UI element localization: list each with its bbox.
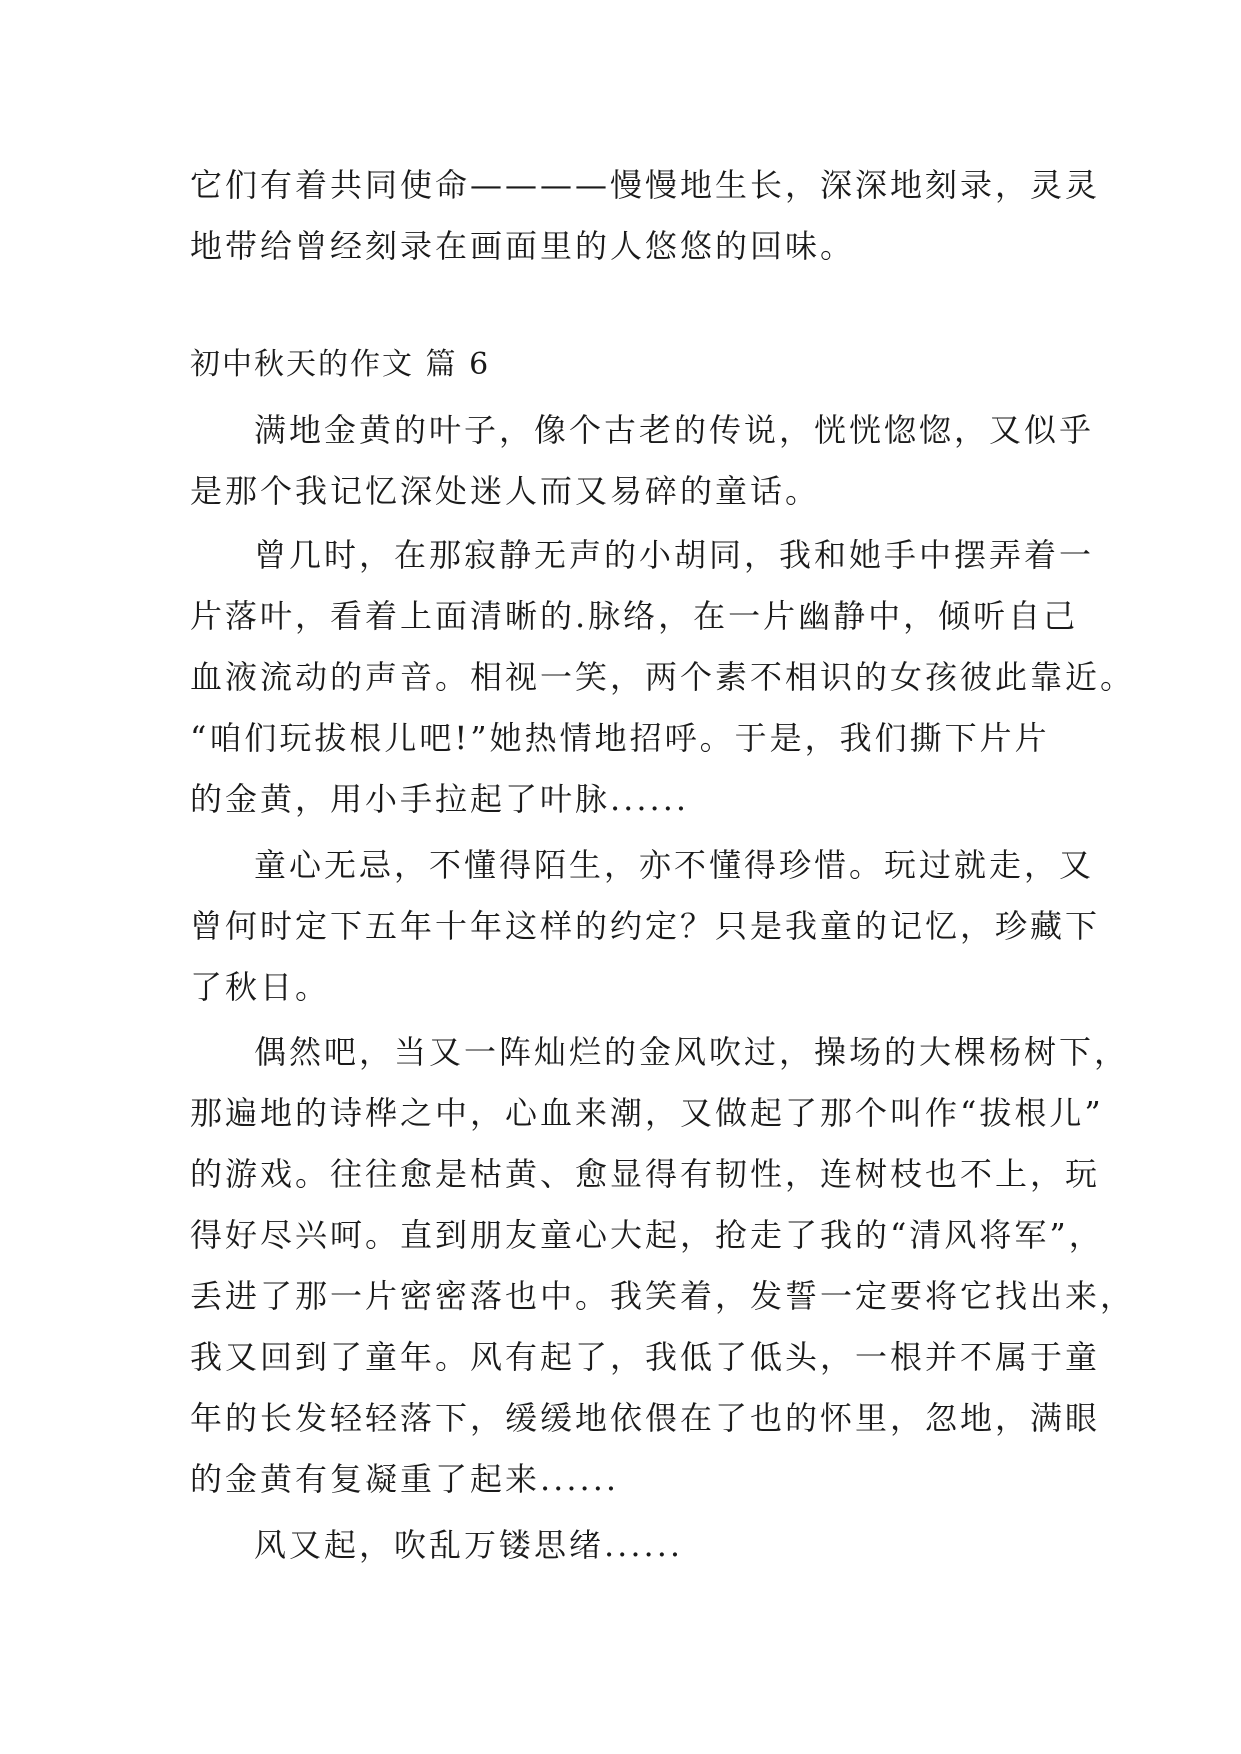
intro-line: 地带给曾经刻录在画面里的人悠悠的回味。 xyxy=(190,227,856,265)
paragraph-line: 年的长发轻轻落下，缓缓地依偎在了也的怀里，忽地，满眼 xyxy=(190,1399,1101,1437)
paragraph-line: “咱们玩拔根儿吧!”她热情地招呼。于是，我们撕下片片 xyxy=(190,719,1050,757)
article-heading: 初中秋天的作文 篇 6 xyxy=(190,347,491,382)
paragraph-line: 满地金黄的叶子，像个古老的传说，恍恍惚惚，又似乎 xyxy=(254,411,1095,449)
paragraph-line: 风又起，吹乱万镂思绪...... xyxy=(254,1526,684,1564)
paragraph-line: 血液流动的声音。相视一笑，两个素不相识的女孩彼此靠近。 xyxy=(190,658,1136,696)
intro-line: 它们有着共同使命————慢慢地生长，深深地刻录，灵灵 xyxy=(190,166,1101,204)
paragraph-line: 片落叶，看着上面清晰的.脉络，在一片幽静中，倾听自己 xyxy=(190,597,1079,635)
paragraph-line: 曾何时定下五年十年这样的约定？只是我童的记忆，珍藏下 xyxy=(190,907,1101,945)
paragraph-line: 的游戏。往往愈是枯黄、愈显得有韧性，连树枝也不上，玩 xyxy=(190,1155,1101,1193)
paragraph-line: 曾几时，在那寂静无声的小胡同，我和她手中摆弄着一 xyxy=(254,536,1095,574)
paragraph-line: 那遍地的诗桦之中，心血来潮，又做起了那个叫作“拔根儿” xyxy=(190,1094,1104,1132)
paragraph-line: 的金黄有复凝重了起来...... xyxy=(190,1460,620,1498)
paragraph-line: 我又回到了童年。风有起了，我低了低头，一根并不属于童 xyxy=(190,1338,1101,1376)
paragraph-line: 童心无忌，不懂得陌生，亦不懂得珍惜。玩过就走，又 xyxy=(254,846,1095,884)
paragraph-line: 了秋日。 xyxy=(190,968,331,1006)
paragraph-line: 是那个我记忆深处迷人而又易碎的童话。 xyxy=(190,472,821,510)
paragraph-line: 得好尽兴呵。直到朋友童心大起，抢走了我的“清风将军”， xyxy=(190,1216,1104,1254)
paragraph-line: 偶然吧，当又一阵灿烂的金风吹过，操场的大棵杨树下， xyxy=(254,1033,1130,1071)
paragraph-line: 丢进了那一片密密落也中。我笑着，发誓一定要将它找出来， xyxy=(190,1277,1136,1315)
paragraph-line: 的金黄，用小手拉起了叶脉...... xyxy=(190,780,690,818)
